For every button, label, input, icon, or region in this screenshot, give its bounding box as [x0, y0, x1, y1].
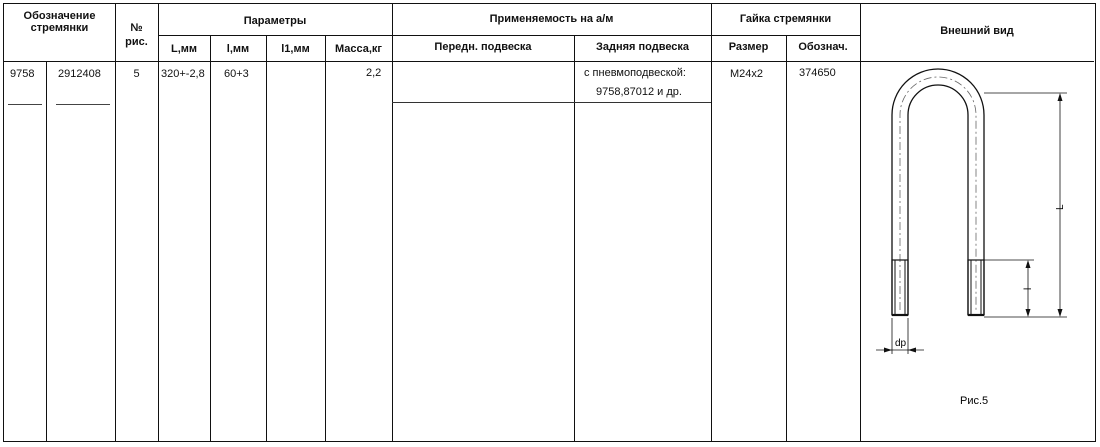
u-bolt-drawing: [862, 60, 1092, 420]
header-fig-no-line1: №: [130, 22, 143, 34]
header-designation-line2: стремянки: [30, 22, 89, 34]
cell-model: 9758: [10, 68, 35, 80]
col-divider: [158, 4, 159, 441]
cell-nut-code: 374650: [799, 67, 836, 79]
header-nut: Гайка стремянки: [739, 13, 832, 25]
cell-L: 320+-2,8: [161, 68, 205, 80]
cell-part-no: 2912408: [58, 68, 101, 80]
subheader-mass: Масса,кг: [334, 43, 383, 55]
figure-caption: Рис.5: [960, 395, 989, 407]
subheader-l1: l1,мм: [281, 43, 310, 55]
col-divider: [325, 35, 326, 441]
cell-l: 60+3: [224, 68, 249, 80]
header-appearance: Внешний вид: [940, 25, 1014, 37]
label-dp: dp: [895, 338, 907, 349]
subheader-l: l,мм: [226, 43, 250, 55]
col-divider: [46, 61, 47, 441]
header-fig-no-line2: рис.: [125, 36, 148, 48]
subheader-front: Передн. подвеска: [434, 41, 532, 53]
cell-rear-line1: с пневмоподвеской:: [584, 67, 686, 79]
cell-fig: 5: [133, 68, 140, 80]
col-divider: [711, 4, 712, 441]
cell-mass: 2,2: [366, 67, 382, 79]
subheader-code: Обознач.: [798, 41, 848, 53]
row-divider: [158, 35, 860, 36]
subheader-size: Размер: [728, 41, 769, 53]
col-divider: [574, 35, 575, 441]
col-divider: [860, 4, 861, 441]
header-designation-line1: Обозначение: [23, 10, 96, 22]
col-divider: [210, 35, 211, 441]
row-divider: [392, 102, 711, 103]
subheader-rear: Задняя подвеска: [595, 41, 690, 53]
label-L: L: [1055, 204, 1066, 210]
header-applicability: Применяемость на а/м: [489, 13, 614, 25]
u-bolt-outline-outer: [892, 69, 984, 315]
row-separator-mark: [56, 104, 110, 105]
label-l: l: [1023, 287, 1034, 290]
col-divider: [392, 4, 393, 441]
u-bolt-centerline: [900, 77, 976, 310]
subheader-L: L,мм: [170, 43, 198, 55]
row-separator-mark: [8, 104, 42, 105]
cell-nut-size: M24x2: [730, 68, 764, 80]
col-divider: [786, 35, 787, 441]
header-parameters: Параметры: [243, 15, 307, 27]
col-divider: [266, 35, 267, 441]
u-bolt-outline-inner: [908, 85, 968, 315]
cell-rear-line2: 9758,87012 и др.: [596, 86, 682, 98]
